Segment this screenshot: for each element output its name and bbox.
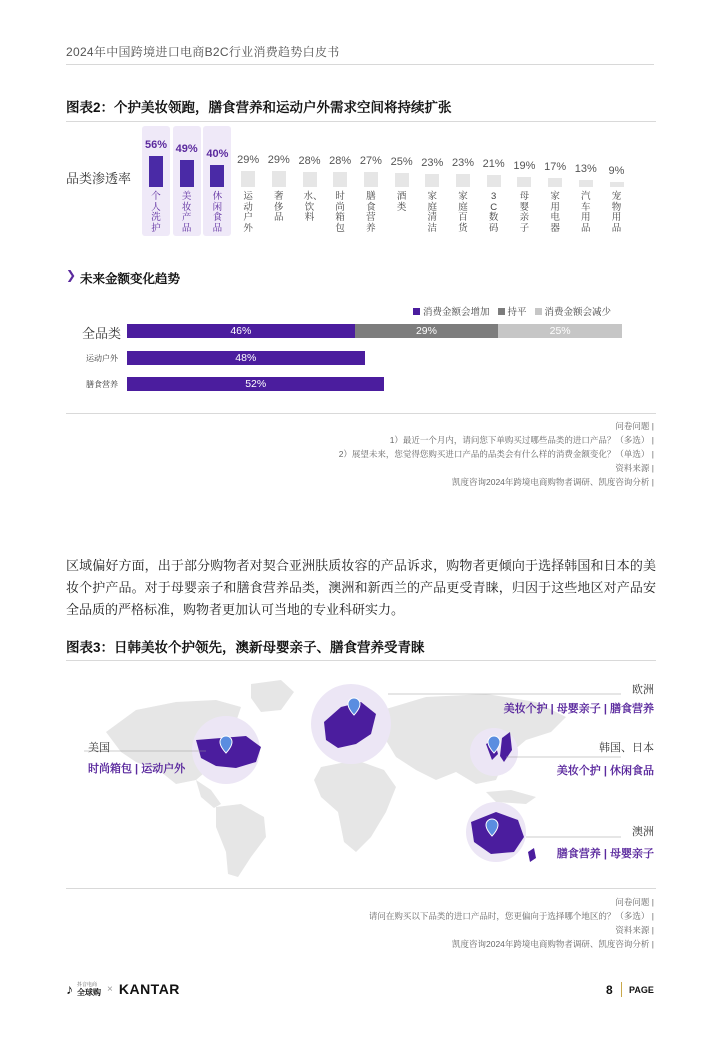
notes2-divider (66, 888, 656, 889)
body-paragraph: 区域偏好方面，出于部分购物者对契合亚洲肤质妆容的产品诉求，购物者更倾向于选择韩国和日本的美妆个护产品。对于母婴亲子和膳食营养品类，澳洲和新西兰的产品更受青睐，归因于这些地区对产品安全品质的严格标准，购物者更加认可当地的专业科研实力。 (66, 558, 656, 617)
category-label: 休闲食品 (212, 191, 223, 234)
indonesia-shape (486, 790, 536, 804)
region-us-name: 美国 (88, 742, 110, 754)
trend-row-label: 运动户外 (86, 354, 118, 363)
legend-decrease: 消费金额会减少 (544, 307, 612, 318)
footer-times: × (107, 983, 113, 995)
greenland-shape (251, 680, 294, 712)
notes2-source-heading: 资料来源 | (615, 925, 654, 935)
trend-row-label: 全品类 (82, 326, 122, 341)
figure3-divider (66, 660, 656, 661)
region-europe-tags: 美妆个护 | 母婴亲子 | 膳食营养 (503, 703, 654, 715)
category-label: 奢侈品 (274, 191, 284, 223)
notes1-question-heading: 问卷问题 | (615, 421, 654, 431)
category-value-label: 29% (267, 154, 290, 167)
category-label: 水、饮料 (303, 191, 323, 223)
trend-row-label: 膳食营养 (86, 380, 118, 389)
category-value-label: 17% (544, 160, 567, 173)
trend-bar-segment: 52% (127, 377, 384, 391)
region-us-tags: 时尚箱包 | 运动户外 (88, 763, 186, 775)
category-value-label: 9% (608, 165, 625, 178)
page-separator (621, 982, 622, 997)
kantar-logo: KANTAR (118, 981, 180, 997)
trend-bar-segment: 48% (127, 351, 365, 365)
central-america-shape (196, 780, 221, 808)
new-zealand-shape (528, 848, 536, 862)
category-label: 家庭清洁 (427, 191, 438, 234)
notes1-source: 凯度咨询2024年跨境电商购物者调研、凯度咨询分析 | (452, 477, 654, 487)
category-label: 膳食营养 (366, 191, 376, 234)
notes1-divider (66, 413, 656, 414)
category-label: 宠物用品 (611, 191, 622, 234)
trend-bar-segment: 46% (127, 324, 355, 338)
douyin-note-icon: ♪ (66, 981, 73, 997)
category-label: 3C数码 (488, 191, 499, 234)
notes1-source-heading: 资料来源 | (615, 463, 654, 473)
region-krjp-tags: 美妆个护 | 休闲食品 (556, 765, 654, 777)
africa-shape (314, 760, 396, 852)
trend-bar-segment: 29% (355, 324, 499, 338)
category-value-label: 27% (359, 155, 382, 168)
category-value-label: 21% (482, 158, 505, 171)
south-america-shape (216, 804, 266, 877)
category-label: 美妆产品 (181, 191, 192, 234)
category-value-label: 19% (513, 159, 536, 172)
category-value-label: 56% (144, 139, 168, 152)
trend-bar-chart (0, 0, 720, 400)
penetration-rate-label: 品类渗透率 (66, 171, 132, 186)
douyin-global-logo: 抖音电商 全球购 (77, 982, 101, 997)
category-value-label: 40% (206, 148, 229, 160)
category-label: 家庭百货 (458, 191, 468, 234)
region-europe-name: 欧洲 (632, 684, 654, 696)
legend-flat: 持平 (507, 307, 527, 318)
page-word: PAGE (629, 985, 654, 995)
region-krjp-name: 韩国、日本 (599, 742, 654, 754)
category-label: 汽车用品 (581, 191, 591, 234)
category-label: 家用电器 (550, 191, 560, 234)
region-au-name: 澳洲 (632, 826, 654, 838)
category-value-label: 23% (421, 157, 444, 170)
legend-increase: 消费金额会增加 (423, 307, 490, 318)
category-value-label: 49% (175, 143, 198, 156)
notes1-question-2: 2）展望未来，您觉得您购买进口产品的品类会有什么样的消费金额变化？（单选） | (338, 449, 654, 459)
notes2-question-heading: 问卷问题 | (615, 897, 654, 907)
figure2-title: 图表2：个护美妆领跑，膳食营养和运动户外需求空间将持续扩张 (66, 100, 452, 115)
category-value-label: 28% (329, 154, 352, 167)
category-label: 运动户外 (243, 191, 253, 234)
category-label: 母婴亲子 (519, 191, 530, 234)
category-label: 酒类 (396, 191, 407, 213)
category-value-label: 23% (451, 157, 475, 170)
notes2-question-1: 请问在购买以下品类的进口产品时，您更偏向于选择哪个地区的？（多选） | (368, 911, 654, 921)
page-number: 8 (606, 983, 613, 997)
category-value-label: 29% (237, 154, 260, 167)
category-label: 个人洗护 (151, 191, 161, 234)
category-value-label: 13% (574, 162, 597, 175)
notes1-question-1: 1）最近一个月内，请问您下单购买过哪些品类的进口产品？（多选） | (389, 435, 654, 445)
category-label: 时尚箱包 (335, 191, 345, 234)
region-au-tags: 膳食营养 | 母婴亲子 (556, 848, 654, 860)
document-title: 2024年中国跨境进口电商B2C行业消费趋势白皮书 (66, 45, 340, 59)
future-trend-title: 未来金额变化趋势 (80, 272, 181, 286)
chevron-right-icon: ❯ (66, 268, 77, 282)
category-value-label: 25% (390, 156, 413, 169)
trend-bar-segment: 25% (498, 324, 622, 338)
footer-brand (66, 981, 180, 997)
notes2-source: 凯度咨询2024年跨境电商购物者调研、凯度咨询分析 | (452, 939, 654, 949)
figure3-title: 图表3：日韩美妆个护领先，澳新母婴亲子、膳食营养受青睐 (66, 640, 425, 655)
category-value-label: 28% (298, 154, 321, 167)
